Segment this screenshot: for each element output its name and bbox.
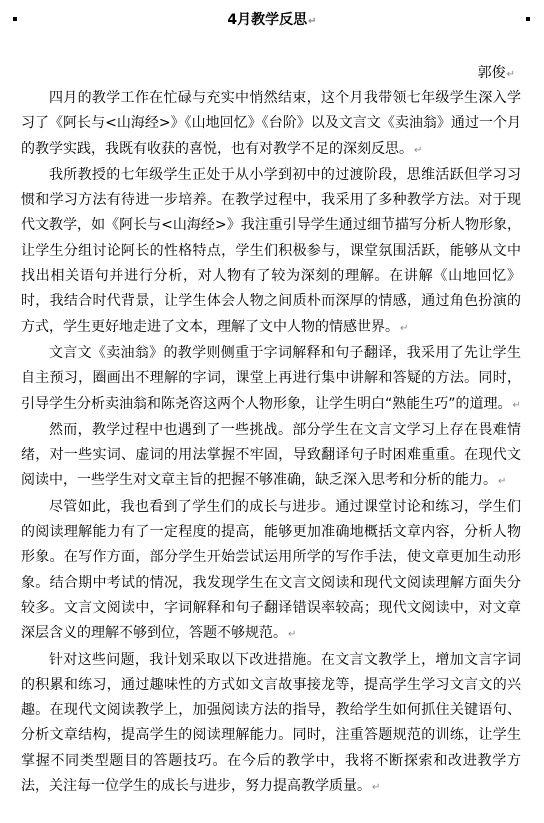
paragraph-text: 尽管如此，我也看到了学生们的成长与进步。通过课堂讨论和练习，学生们的阅读理解能力有了一定程度的提高，能够更加准确地概括文章内容，分析人物形象。在写作方面，部分学生开始尝试运用所学的写作手法，使文章更加生动形象。结合期中考试的情况，我发现学生在文言文阅读和现代文阅读理解方面失分较多。文言文阅读中，字词解释和句子翻译错误率较高；现代文阅读中，对文章深层含义的理解不够到位，答题不够规范。 xyxy=(21,498,521,642)
author-text: 郭俊 xyxy=(477,65,506,81)
paragraph-mark-icon: ↵ xyxy=(400,322,409,334)
paragraph-mark-icon: ↵ xyxy=(288,629,297,641)
paragraph-text: 针对这些问题，我计划采取以下改进措施。在文言文教学上，增加文言字词的积累和练习，通过趣味性的方式如文言故事接龙等，提高学生学习文言文的兴趣。在现代文阅读教学上，加强阅读方法的指导，教给学生如何抓住关键语句、分析文章结构，提高学生的阅读理解能力。同时，注重答题规范的训练，让学生掌握不同类型题目的答题技巧。在今后的教学中，我将不断探索和改进教学方法，关注每一位学生的成长与进步，努力提高教学质量。 xyxy=(21,651,521,795)
body-paragraph xyxy=(21,648,521,801)
author-name xyxy=(478,62,515,86)
title-text: 4月教学反思 xyxy=(227,12,308,28)
document-body xyxy=(21,86,521,800)
paragraph-text: 四月的教学工作在忙碌与充实中悄然结束，这个月我带领七年级学生深入学习了《阿长与<山海经>》《山地回忆》《台阶》以及文言文《卖油翁》通过一个月的教学实践，我既有收获的喜悦，也有对教学不足的深刻反思。 xyxy=(21,90,521,157)
body-paragraph xyxy=(21,163,521,341)
body-paragraph xyxy=(21,341,521,418)
paragraph-text: 然而，教学过程中也遇到了一些挑战。部分学生在文言文学习上存在畏难情绪，对一些实词、虚词的用法掌握不牢固，导致翻译句子时困难重重。在现代文阅读中，一些学生对文章主旨的把握不够准确，缺乏深入思考和分析的能力。 xyxy=(21,421,521,489)
body-paragraph xyxy=(21,418,521,495)
body-paragraph xyxy=(21,495,521,648)
body-paragraph xyxy=(21,86,521,163)
paragraph-mark-icon: ↵ xyxy=(308,16,317,27)
paragraph-text: 文言文《卖油翁》的教学则侧重于字词解释和句子翻译，我采用了先让学生自主预习，圈画出不理解的字词，课堂上再进行集中讲解和答疑的方法。同时，引导学生分析卖油翁和陈尧咨这两个人物形象，让学生明白“熟能生巧”的道理。 xyxy=(21,344,521,412)
document-title xyxy=(0,9,544,33)
paragraph-text: 我所教授的七年级学生正处于从小学到初中的过渡阶段，思维活跃但学习习惯和学习方法有待进一步培养。在教学过程中，我采用了多种教学方法。对于现代文教学，如《阿长与<山海经>》我注重引导学生通过细节描写分析人物形象，让学生分组讨论阿长的性格特点，学生们积极参与，课堂氛围活跃，能够从文中找出相关语句并进行分析，对人物有了较为深刻的理解。在讲解《山地回忆》时，我结合时代背景，让学生体会人物之间质朴而深厚的情感，通过角色扮演的方式，学生更好地走进了文本，理解了文中人物的情感世界。 xyxy=(21,166,521,335)
paragraph-mark-icon: ↵ xyxy=(372,782,381,794)
paragraph-mark-icon: ↵ xyxy=(512,399,521,411)
paragraph-mark-icon: ↵ xyxy=(414,144,423,156)
paragraph-mark-icon: ↵ xyxy=(498,476,507,488)
paragraph-mark-icon: ↵ xyxy=(506,69,515,80)
